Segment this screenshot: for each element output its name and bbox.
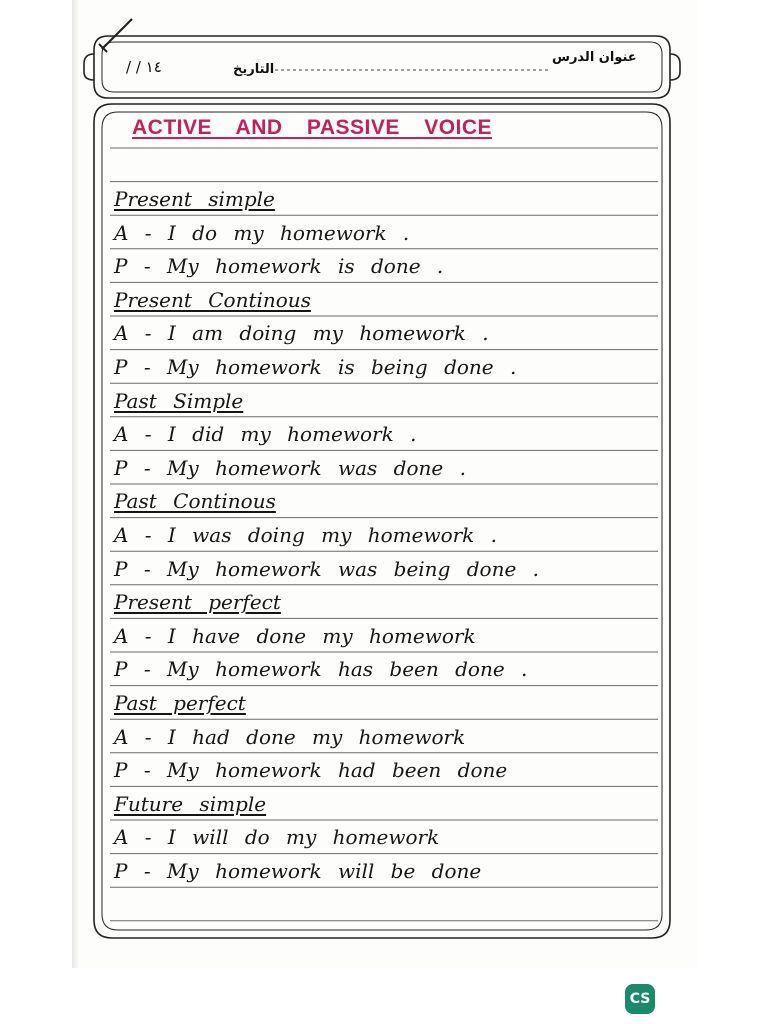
- example-sentence: P - My homework has been done .: [114, 657, 528, 682]
- tense-heading: Past Continous: [114, 489, 276, 514]
- tense-heading: Present simple: [114, 187, 275, 211]
- example-sentence: A - I do my homework .: [114, 220, 410, 245]
- tense-heading: Present perfect: [114, 590, 281, 615]
- example-sentence: P - My homework had been done: [114, 758, 508, 783]
- camscanner-logo: CS: [625, 984, 655, 1014]
- tense-heading: Present Continous: [114, 287, 311, 312]
- example-sentence: P - My homework is done .: [114, 254, 444, 279]
- tense-heading: Future simple: [114, 791, 267, 816]
- tense-heading: Past Simple: [114, 388, 244, 413]
- example-sentence: P - My homework is being done .: [114, 355, 517, 379]
- example-sentence: P - My homework was done .: [114, 455, 466, 480]
- example-sentence: A - I did my homework .: [114, 422, 417, 447]
- example-sentence: P - My homework was being done .: [114, 556, 539, 581]
- example-sentence: A - I am doing my homework .: [114, 321, 489, 346]
- date-label: التاريخ: [233, 62, 275, 77]
- example-sentence: A - I have done my homework: [114, 623, 476, 648]
- header-frame: [84, 36, 680, 98]
- example-sentence: A - I was doing my homework .: [114, 523, 498, 547]
- tense-heading: Past perfect: [114, 691, 246, 715]
- example-sentence: A - I had done my homework: [114, 724, 466, 749]
- date-value: ١٤ / /: [126, 58, 162, 76]
- example-sentence: A - I will do my homework: [114, 825, 440, 850]
- page-title: ACTIVE AND PASSIVE VOICE: [132, 116, 493, 139]
- example-sentence: P - My homework will be done: [114, 859, 482, 883]
- lesson-title-label: عنوان الدرس: [552, 50, 637, 65]
